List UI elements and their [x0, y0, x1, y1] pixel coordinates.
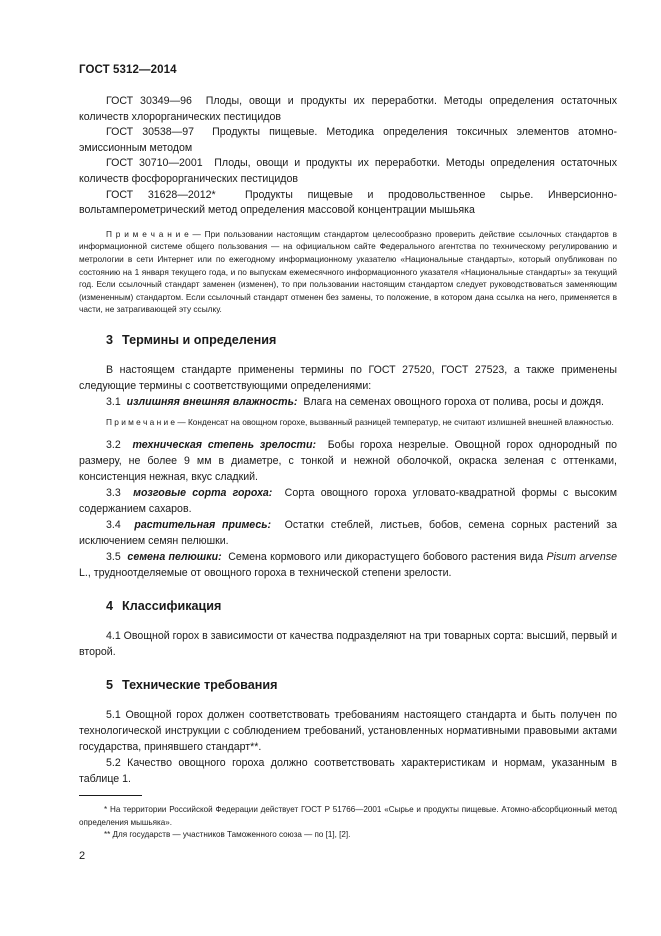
reference-title: Плоды, овощи и продукты их переработки. Методы определения остаточных количеств фосфорорганических пестицидов: [79, 157, 617, 185]
term-definition: [79, 517, 617, 549]
term-number: 3.4: [106, 518, 121, 531]
reference-code: ГОСТ 30538—97: [106, 126, 195, 139]
section-title: Технические требования: [122, 677, 278, 692]
term-definition: [79, 549, 617, 581]
reference-item: [79, 156, 617, 187]
normative-references-list: [79, 94, 617, 219]
section-5: [79, 676, 617, 787]
reference-title: Плоды, овощи и продукты их переработки. Методы определения остаточных количеств хлорорганических пестицидов: [79, 95, 618, 123]
term-definition: [79, 437, 617, 485]
page-number: 2: [79, 850, 86, 862]
section-number: 4: [106, 598, 114, 613]
section-number: 3: [106, 332, 114, 347]
document-code-header: ГОСТ 5312—2014: [79, 64, 177, 76]
page-content: [79, 94, 617, 787]
footnote-divider: [79, 795, 142, 796]
reference-code: ГОСТ 30710—2001: [106, 157, 203, 170]
note-label: П р и м е ч а н и е —: [106, 416, 186, 427]
term-number: 3.2: [106, 438, 121, 451]
section-title: Классификация: [122, 598, 222, 613]
definition: Остатки стеблей, листьев, бобов, семена сорных растений за исключением семян пелюшки.: [79, 518, 617, 547]
term-number: 3.5: [106, 550, 121, 563]
term: излишняя внешняя влажность:: [126, 395, 298, 408]
definition: Бобы гороха незрелые. Овощной горох однородный по размеру, не более 9 мм в диаметре, с тонкой и нежной оболочкой, окраска зеленая с оттенками, консистенция нежная, вкус сладкий.: [79, 438, 617, 483]
paragraph: 5.1 Овощной горох должен соответствовать требованиям настоящего стандарта и быть получен по технологической инструкции с соблюдением требований, установленных нормативными правовыми актами государства, принявшего стандарт**.: [79, 708, 617, 753]
reference-item: [79, 94, 617, 125]
reference-item: [79, 188, 617, 219]
term: растительная примесь:: [134, 518, 272, 531]
reference-code: ГОСТ 31628—2012*: [106, 188, 216, 201]
footnote: * На территории Российской Федерации действует ГОСТ Р 51766—2001 «Сырье и продукты пищевые. Атомно-абсорбционный метод определения мышьяка».: [79, 805, 617, 827]
latin-species-name: Pisum arvense: [546, 550, 618, 563]
section-intro: В настоящем стандарте применены термины по ГОСТ 27520, ГОСТ 27523, а также применены следующие термины с соответствующими определениями:: [79, 363, 617, 392]
section-heading: [79, 597, 617, 615]
section-4: [79, 597, 617, 660]
paragraph: 4.1 Овощной горох в зависимости от качества подразделяют на три товарных сорта: высший, первый и второй.: [79, 629, 617, 658]
term: техническая степень зрелости:: [132, 438, 316, 451]
footnotes: [79, 795, 617, 842]
definition: Семена кормового или дикорастущего бобового растения вида: [228, 550, 544, 563]
definition: Сорта овощного гороха угловато-квадратной формы с высоким содержанием сахаров.: [79, 486, 617, 515]
note-text: При пользовании настоящим стандартом целесообразно проверить действие ссылочных стандартов в информационной системе общего пользования — на официальном сайте Федерального агентства по техническому регулированию и метрологии в сети Интернет или по ежегодному информационному указателю «Национальные стандарты», который опубликован по состоянию на 1 января текущего года, и по выпускам ежемесячного информационного указателя «Национальные стандарты» за текущий год. Если ссылочный стандарт заменен (изменен), то при пользовании настоящим стандартом следует руководствоваться заменяющим (измененным) стандартом. Если ссылочный стандарт отменен без замены, то положение, в котором дана ссылка на него, применяется в части, не затрагивающей эту ссылку.: [79, 228, 617, 315]
section-number: 5: [106, 677, 114, 692]
note-text: Конденсат на овощном горохе, вызванный разницей температур, не считают излишней внешней влажностью.: [187, 416, 614, 427]
reference-code: ГОСТ 30349—96: [106, 95, 192, 107]
definition: L., трудноотделяемые от овощного гороха в технической степени зрелости.: [79, 566, 452, 579]
term-definition: [79, 394, 617, 410]
term-number: 3.1: [106, 395, 121, 408]
section-title: Термины и определения: [122, 332, 277, 347]
reference-item: [79, 125, 617, 156]
paragraph: 5.2 Качество овощного гороха должно соответствовать характеристикам и нормам, указанным в таблице 1.: [79, 756, 617, 785]
term: мозговые сорта гороха:: [133, 486, 273, 499]
term-note: [79, 416, 617, 429]
reference-title: Продукты пищевые. Методика определения токсичных элементов атомно-эмиссионным методом: [79, 126, 617, 154]
term-number: 3.3: [106, 486, 121, 499]
footnote: ** Для государств — участников Таможенного союза — по [1], [2].: [104, 830, 351, 840]
section-heading: [79, 331, 617, 349]
section-3: [79, 331, 617, 581]
reference-title: Продукты пищевые и продовольственное сырье. Инверсионно-вольтамперометрический метод определения массовой концентрации мышьяка: [79, 188, 617, 217]
term: семена пелюшки:: [127, 550, 222, 563]
term-definition: [79, 485, 617, 517]
note-label: П р и м е ч а н и е —: [106, 228, 201, 239]
references-note: [79, 228, 617, 316]
section-heading: [79, 676, 617, 694]
definition: Влага на семенах овощного гороха от полива, росы и дождя.: [303, 395, 605, 408]
